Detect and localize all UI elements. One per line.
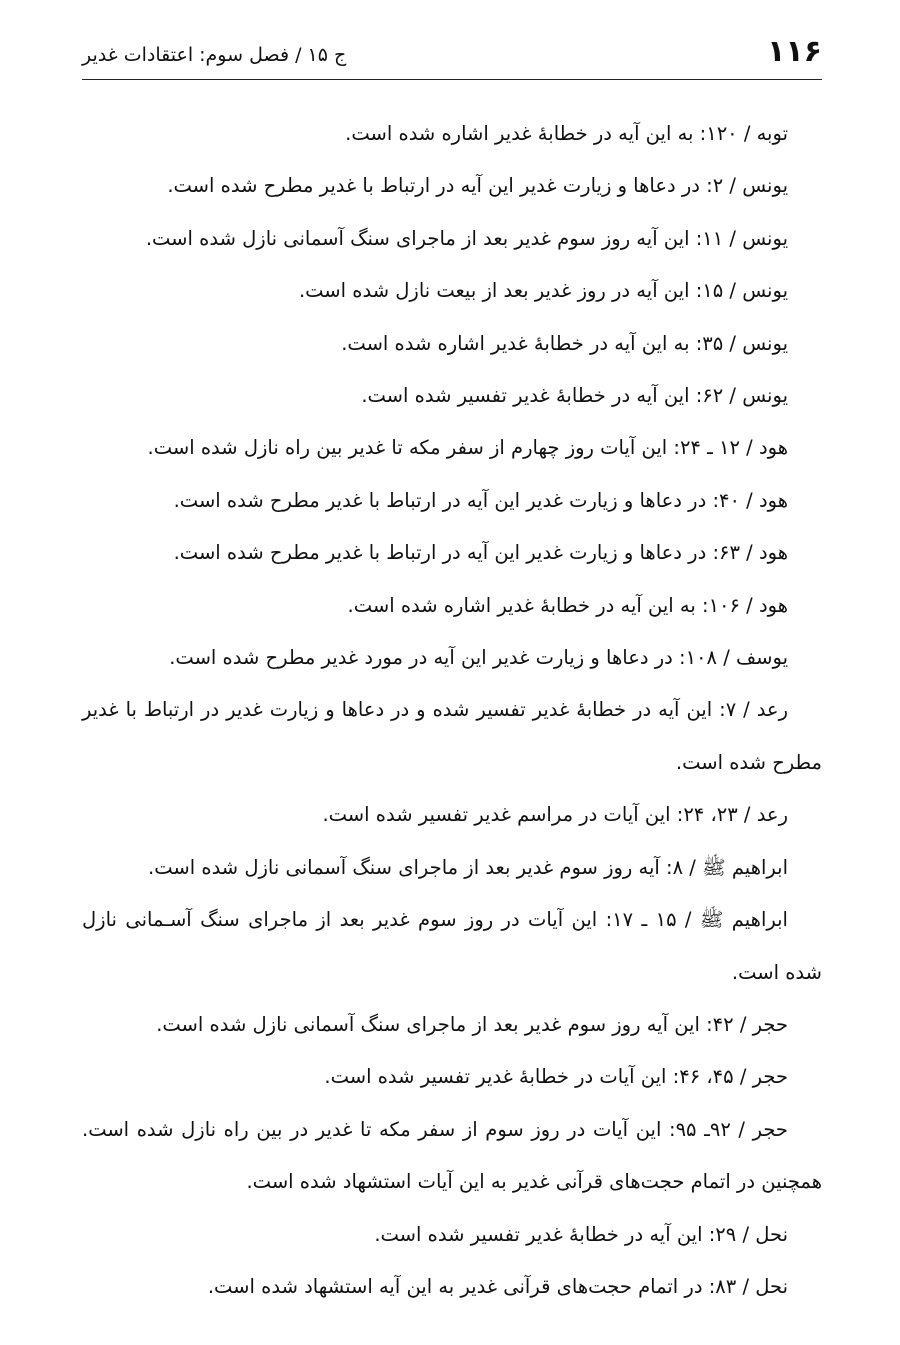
verse-entry: نحل / ۲۹: این آیه در خطابهٔ غدیر تفسیر شده است. [374, 1222, 788, 1246]
page-number: ۱۱۶ [767, 34, 822, 69]
verse-entry: رعد / ۷: این آیه در خطابهٔ غدیر تفسیر شده و در دعاها و زیارت غدیر در ارتباط با غدیر مطرح شده است. [82, 698, 822, 774]
verse-entry: یونس / ۳۵: به این آیه در خطابهٔ غدیر اشاره شده است. [341, 331, 788, 355]
verse-entry: ابراهیم ﷺ / ۱۵ ـ ۱۷: این آیات در روز سوم غدیر بعد از ماجرای سنگ آسـمانی نازل شده است. [82, 908, 822, 984]
verse-entry: هود / ۱۰۶: به این آیه در خطابهٔ غدیر اشاره شده است. [347, 593, 788, 617]
verse-entry: یونس / ۲: در دعاها و زیارت غدیر این آیه در ارتباط با غدیر مطرح شده است. [167, 174, 788, 198]
verse-entry: ابراهیم ﷺ / ۸: آیه روز سوم غدیر بعد از ماجرای سنگ آسمانی نازل شده است. [148, 855, 788, 879]
verse-entry: هود / ۱۲ ـ ۲۴: این آیات روز چهارم از سفر مکه تا غدیر بین راه نازل شده است. [147, 436, 788, 460]
verse-entry: نحل / ۸۳: در اتمام حجت‌های قرآنی غدیر به این آیه استشهاد شده است. [207, 1274, 788, 1298]
verse-entry: یوسف / ۱۰۸: در دعاها و زیارت غدیر این آیه در مورد غدیر مطرح شده است. [169, 646, 788, 670]
verse-entry: رعد / ۲۳، ۲۴: این آیات در مراسم غدیر تفسیر شده است. [322, 803, 788, 827]
verse-entry: حجر / ۴۲: این آیه روز سوم غدیر بعد از ماجرای سنگ آسمانی نازل شده است. [156, 1012, 788, 1036]
verse-entry: هود / ۶۳: در دعاها و زیارت غدیر این آیه در ارتباط با غدیر مطرح شده است. [173, 541, 788, 565]
running-title: ج ۱۵ / فصل سوم: اعتقادات غدیر [82, 44, 347, 66]
verse-entry: هود / ۴۰: در دعاها و زیارت غدیر این آیه در ارتباط با غدیر مطرح شده است. [173, 488, 788, 512]
verse-entry: یونس / ۱۱: این آیه روز سوم غدیر بعد از ماجرای سنگ آسمانی نازل شده است. [145, 226, 788, 250]
verse-entry: حجر / ۴۵، ۴۶: این آیات در خطابهٔ غدیر تفسیر شده است. [324, 1065, 788, 1089]
verse-entry: توبه / ۱۲۰: به این آیه در خطابهٔ غدیر اشاره شده است. [345, 122, 788, 145]
header-divider [82, 79, 822, 80]
verse-entry: حجر / ۹۲ـ ۹۵: این آیات در روز سوم از سفر مکه تا غدیر در بین راه نازل شده است. همچنین در اتمام حجت‌های قرآنی غدیر به این آیات استشهاد شده است. [82, 1117, 822, 1194]
verse-entry: یونس / ۱۵: این آیه در روز غدیر بعد از بیعت نازل شده است. [298, 279, 788, 303]
verse-entry: یونس / ۶۲: این آیه در خطابهٔ غدیر تفسیر شده است. [361, 384, 788, 408]
page-header [82, 30, 822, 80]
page-body [82, 108, 822, 1313]
